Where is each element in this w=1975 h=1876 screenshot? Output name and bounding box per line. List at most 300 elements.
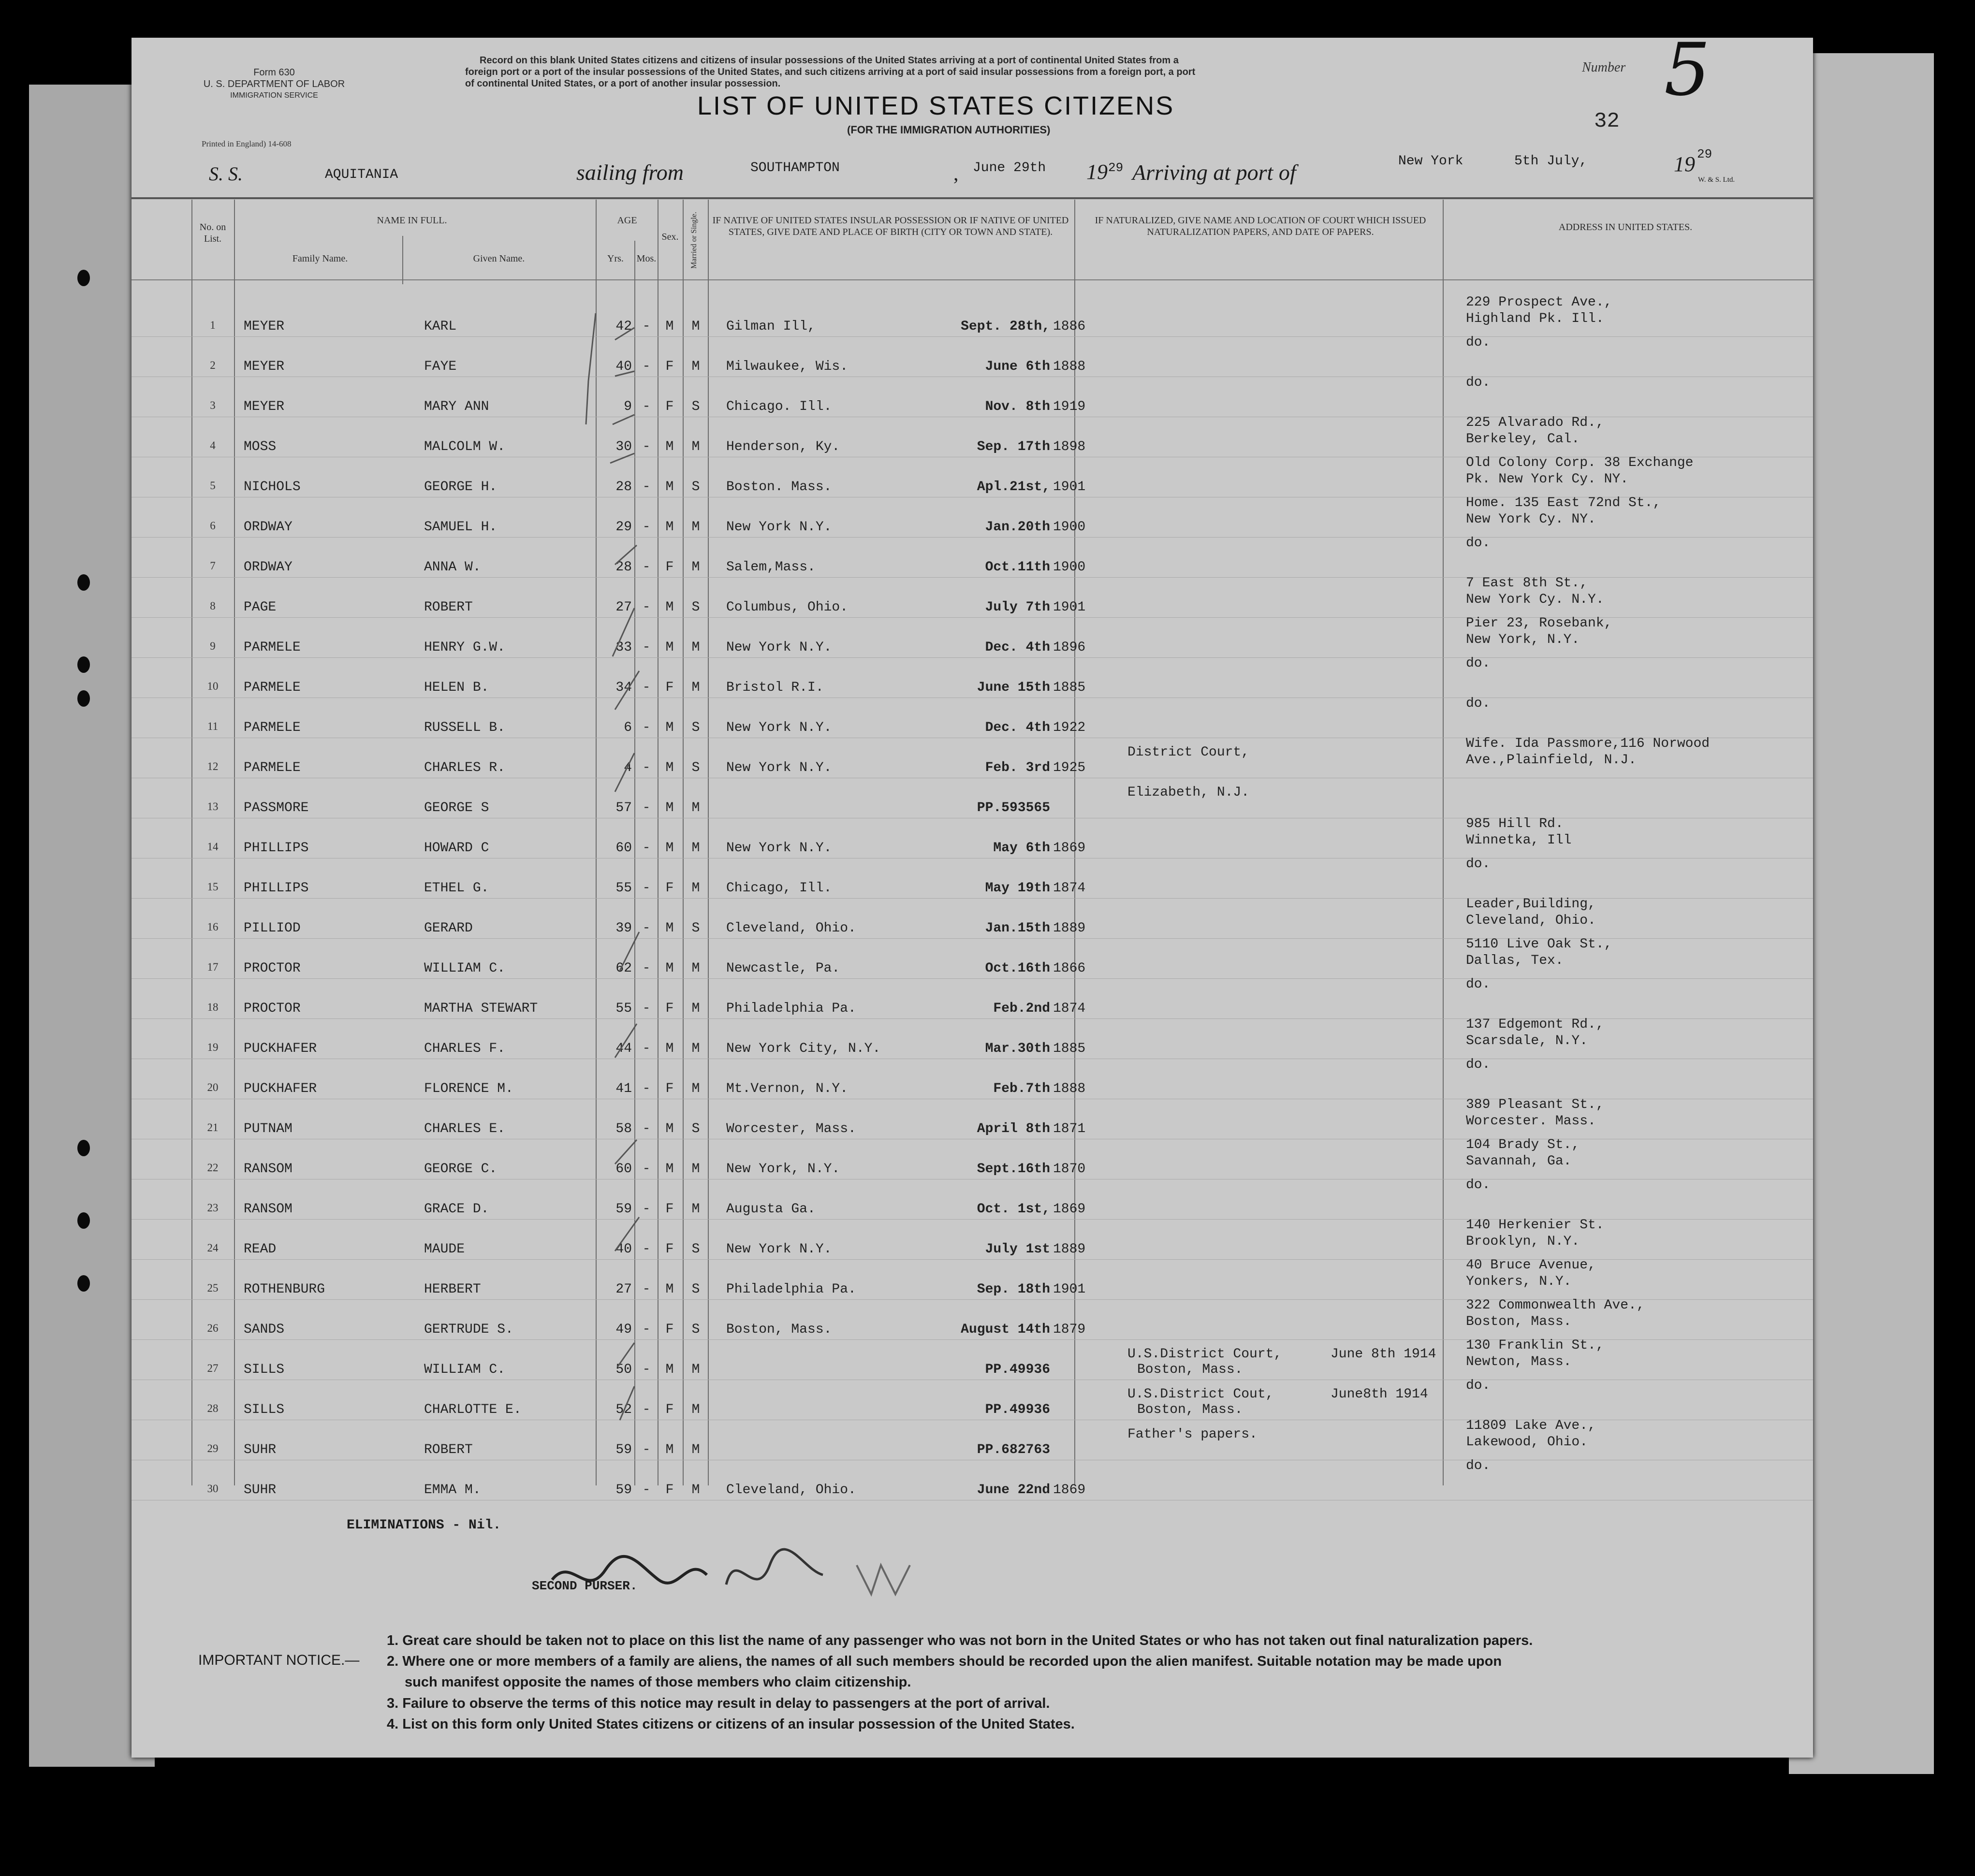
cell-date: Jan.20th bbox=[985, 520, 1050, 535]
cell-no: 25 bbox=[207, 1282, 219, 1294]
cell-age: 33 bbox=[615, 640, 632, 655]
header-native: IF NATIVE OF UNITED STATES INSULAR POSSESSION OR IF NATIVE OF UNITED STATES, GIVE DATE AND PLACE OF BIRTH (CITY OR TOWN AND STATE). bbox=[712, 215, 1069, 237]
cell-ms: M bbox=[691, 800, 700, 815]
eliminations-note: ELIMINATIONS - Nil. bbox=[347, 1518, 501, 1533]
cell-place: Boston, Mass. bbox=[726, 1322, 832, 1337]
cell-year: 1871 bbox=[1053, 1121, 1086, 1136]
arrive-year: 29 bbox=[1697, 147, 1712, 161]
cell-given: ROBERT bbox=[424, 600, 473, 615]
punch-hole bbox=[77, 270, 90, 286]
second-purser-label: SECOND PURSER. bbox=[532, 1579, 638, 1593]
cell-addr1: Home. 135 East 72nd St., bbox=[1466, 495, 1661, 510]
cell-date: August 14th bbox=[961, 1322, 1050, 1337]
cell-no: 13 bbox=[207, 800, 219, 813]
cell-mos: - bbox=[642, 1041, 651, 1056]
cell-no: 23 bbox=[207, 1202, 219, 1214]
cell-ms: M bbox=[691, 1402, 700, 1417]
cell-mos: - bbox=[642, 1081, 651, 1096]
cell-ms: S bbox=[691, 1242, 700, 1257]
cell-addr2: New York Cy. N.Y. bbox=[1466, 592, 1604, 607]
cell-mos: - bbox=[642, 439, 651, 454]
header-age: AGE bbox=[617, 215, 637, 226]
cell-family: PILLIOD bbox=[244, 921, 301, 936]
cell-mos: - bbox=[642, 1121, 651, 1136]
cell-family: PARMELE bbox=[244, 720, 301, 735]
cell-mos: - bbox=[642, 1322, 651, 1337]
cell-mos: - bbox=[642, 720, 651, 735]
instruction-line: Record on this blank United States citizens and citizens of insular possessions of the United States arriving at a port of continental United States from a bbox=[480, 55, 1179, 66]
cell-given: SAMUEL H. bbox=[424, 520, 497, 535]
cell-year: 1888 bbox=[1053, 1081, 1086, 1096]
cell-addr1: Wife. Ida Passmore,116 Norwood bbox=[1466, 736, 1710, 751]
cell-no: 6 bbox=[210, 520, 216, 532]
cell-family: PUCKHAFER bbox=[244, 1041, 317, 1056]
cell-family: SILLS bbox=[244, 1402, 285, 1417]
punch-hole bbox=[77, 1275, 90, 1292]
cell-sex: F bbox=[665, 1001, 674, 1016]
cell-date: PP.49936 bbox=[985, 1362, 1050, 1377]
cell-date: PP.593565 bbox=[977, 800, 1050, 815]
cell-given: GERARD bbox=[424, 921, 473, 936]
cell-age: 40 bbox=[615, 359, 632, 374]
cell-date: June 6th bbox=[985, 359, 1050, 374]
cell-place: Augusta Ga. bbox=[726, 1202, 816, 1217]
cell-ms: M bbox=[691, 1483, 700, 1498]
cell-no: 24 bbox=[207, 1242, 219, 1254]
port-from: SOUTHAMPTON bbox=[750, 160, 840, 175]
arriving-label: Arriving at port of bbox=[1132, 160, 1296, 185]
header-given-name: Given Name. bbox=[473, 253, 525, 264]
cell-ms: S bbox=[691, 1322, 700, 1337]
cell-sex: M bbox=[665, 1442, 674, 1457]
cell-place: Chicago, Ill. bbox=[726, 881, 832, 896]
cell-place: Gilman Ill, bbox=[726, 319, 816, 334]
cell-age: 60 bbox=[615, 1162, 632, 1177]
cell-ms: M bbox=[691, 841, 700, 856]
cell-court-location: Boston, Mass. bbox=[1137, 1402, 1243, 1417]
cell-addr1: do. bbox=[1466, 1057, 1491, 1072]
cell-year: 1919 bbox=[1053, 399, 1086, 414]
cell-given: MARTHA STEWART bbox=[424, 1001, 538, 1016]
cell-family: PROCTOR bbox=[244, 1001, 301, 1016]
cell-sex: F bbox=[665, 680, 674, 695]
cell-family: PARMELE bbox=[244, 760, 301, 775]
cell-family: PARMELE bbox=[244, 640, 301, 655]
cell-age: 41 bbox=[615, 1081, 632, 1096]
cell-family: PROCTOR bbox=[244, 961, 301, 976]
cell-mos: - bbox=[642, 841, 651, 856]
cell-mos: - bbox=[642, 640, 651, 655]
cell-ms: M bbox=[691, 1162, 700, 1177]
cell-addr1: 7 East 8th St., bbox=[1466, 576, 1588, 591]
cell-addr1: 985 Hill Rd. bbox=[1466, 816, 1564, 831]
signature-scrawl bbox=[542, 1536, 929, 1614]
page-subtitle: (FOR THE IMMIGRATION AUTHORITIES) bbox=[847, 124, 1051, 136]
cell-addr2: Winnetka, Ill bbox=[1466, 833, 1572, 848]
cell-age: 50 bbox=[615, 1362, 632, 1377]
cell-given: GEORGE C. bbox=[424, 1162, 497, 1177]
instruction-line: of continental United States, or a port of another insular possession. bbox=[465, 78, 781, 89]
cell-year: 1874 bbox=[1053, 881, 1086, 896]
cell-year: 1896 bbox=[1053, 640, 1086, 655]
cell-sex: M bbox=[665, 600, 674, 615]
cell-sex: M bbox=[665, 1162, 674, 1177]
cell-year: 1900 bbox=[1053, 520, 1086, 535]
cell-addr2: Savannah, Ga. bbox=[1466, 1154, 1572, 1169]
cell-date: July 7th bbox=[985, 600, 1050, 615]
cell-year: 1900 bbox=[1053, 560, 1086, 575]
cell-given: GEORGE S bbox=[424, 800, 489, 815]
depart-year: 29 bbox=[1108, 160, 1124, 175]
cell-family: READ bbox=[244, 1242, 277, 1257]
cell-given: FAYE bbox=[424, 359, 457, 374]
cell-addr1: 130 Franklin St., bbox=[1466, 1338, 1604, 1353]
cell-addr2: Highland Pk. Ill. bbox=[1466, 311, 1604, 326]
cell-sex: M bbox=[665, 841, 674, 856]
notice-item: 1. Great care should be taken not to place on this list the name of any passenger who was not born in the United States or who has not taken out final naturalization papers. bbox=[387, 1633, 1533, 1648]
cell-family: PAGE bbox=[244, 600, 277, 615]
cell-year: 1869 bbox=[1053, 1483, 1086, 1498]
cell-age: 6 bbox=[624, 720, 632, 735]
cell-family: PUCKHAFER bbox=[244, 1081, 317, 1096]
cell-addr1: 40 Bruce Avenue, bbox=[1466, 1258, 1596, 1273]
punch-hole bbox=[77, 656, 90, 673]
cell-mos: - bbox=[642, 1001, 651, 1016]
cell-date: Oct.11th bbox=[985, 560, 1050, 575]
cell-age: 57 bbox=[615, 800, 632, 815]
cell-given: GEORGE H. bbox=[424, 480, 497, 494]
cell-mos: - bbox=[642, 560, 651, 575]
cell-mos: - bbox=[642, 600, 651, 615]
punch-hole bbox=[77, 690, 90, 707]
ship-name: AQUITANIA bbox=[325, 167, 398, 182]
notice-item: 3. Failure to observe the terms of this notice may result in delay to passengers at the port of arrival. bbox=[387, 1696, 1050, 1711]
cell-ms: M bbox=[691, 560, 700, 575]
cell-given: CHARLES R. bbox=[424, 760, 506, 775]
cell-ms: S bbox=[691, 480, 700, 494]
cell-age: 9 bbox=[624, 399, 632, 414]
instruction-line: foreign port or a port of the insular possessions of the United States, and such citizens arriving at a port of said insular possessions from a foreign port, a port bbox=[465, 67, 1196, 77]
cell-no: 3 bbox=[210, 399, 216, 411]
cell-place: New York N.Y. bbox=[726, 640, 832, 655]
cell-place: Newcastle, Pa. bbox=[726, 961, 840, 976]
cell-place: Salem,Mass. bbox=[726, 560, 816, 575]
cell-court-date: June 8th 1914 bbox=[1331, 1347, 1436, 1362]
cell-sex: M bbox=[665, 640, 674, 655]
cell-sex: M bbox=[665, 961, 674, 976]
cell-year: 1889 bbox=[1053, 1242, 1086, 1257]
cell-age: 59 bbox=[615, 1442, 632, 1457]
cell-family: ROTHENBURG bbox=[244, 1282, 325, 1297]
punch-hole bbox=[77, 1212, 90, 1229]
sailing-label: sailing from bbox=[576, 160, 684, 185]
cell-ms: S bbox=[691, 1282, 700, 1297]
cell-date: Feb.7th bbox=[993, 1081, 1050, 1096]
cell-given: HENRY G.W. bbox=[424, 640, 506, 655]
cell-sex: M bbox=[665, 1282, 674, 1297]
cell-year: 1885 bbox=[1053, 1041, 1086, 1056]
cell-ms: M bbox=[691, 520, 700, 535]
cell-family: MEYER bbox=[244, 319, 285, 334]
cell-no: 5 bbox=[210, 480, 216, 492]
cell-place: Worcester, Mass. bbox=[726, 1121, 856, 1136]
cell-addr1: 389 Pleasant St., bbox=[1466, 1097, 1604, 1112]
header-name-in-full: NAME IN FULL. bbox=[377, 215, 447, 226]
cell-age: 58 bbox=[615, 1121, 632, 1136]
cell-place: Philadelphia Pa. bbox=[726, 1001, 856, 1016]
arrive-year-prefix: 19 bbox=[1674, 152, 1695, 176]
cell-ms: M bbox=[691, 1442, 700, 1457]
cell-date: Oct.16th bbox=[985, 961, 1050, 976]
cell-ms: S bbox=[691, 921, 700, 936]
cell-age: 4 bbox=[624, 760, 632, 775]
document-page bbox=[132, 28, 1813, 1758]
cell-year: 1879 bbox=[1053, 1322, 1086, 1337]
comma-separator: , bbox=[953, 163, 959, 185]
cell-ms: M bbox=[691, 1001, 700, 1016]
cell-given: ANNA W. bbox=[424, 560, 481, 575]
header-family-name: Family Name. bbox=[292, 253, 348, 264]
cell-date: PP.49936 bbox=[985, 1402, 1050, 1417]
cell-date: July 1st bbox=[985, 1242, 1050, 1257]
cell-mos: - bbox=[642, 1282, 651, 1297]
cell-court-date: June8th 1914 bbox=[1331, 1387, 1428, 1402]
cell-addr1: 137 Edgemont Rd., bbox=[1466, 1017, 1604, 1032]
cell-date: June 15th bbox=[977, 680, 1050, 695]
cell-year: 1898 bbox=[1053, 439, 1086, 454]
cell-date: Dec. 4th bbox=[985, 640, 1050, 655]
cell-sex: M bbox=[665, 319, 674, 334]
cell-date: Dec. 4th bbox=[985, 720, 1050, 735]
cell-date: June 22nd bbox=[977, 1483, 1050, 1498]
cell-addr1: 104 Brady St., bbox=[1466, 1137, 1580, 1152]
ss-label: S. S. bbox=[209, 163, 243, 185]
list-number: 5 bbox=[1664, 28, 1711, 112]
cell-given: ETHEL G. bbox=[424, 881, 489, 896]
cell-place: New York N.Y. bbox=[726, 520, 832, 535]
cell-given: WILLIAM C. bbox=[424, 1362, 506, 1377]
cell-no: 19 bbox=[207, 1041, 219, 1053]
cell-ms: S bbox=[691, 760, 700, 775]
cell-family: RANSOM bbox=[244, 1162, 293, 1177]
cell-year: 1901 bbox=[1053, 600, 1086, 615]
cell-place: New York N.Y. bbox=[726, 1242, 832, 1257]
cell-addr1: do. bbox=[1466, 656, 1491, 671]
cell-year: 1869 bbox=[1053, 841, 1086, 856]
cell-age: 29 bbox=[615, 520, 632, 535]
cell-addr2: New York Cy. NY. bbox=[1466, 512, 1596, 527]
cell-no: 14 bbox=[207, 841, 219, 853]
cell-family: MOSS bbox=[244, 439, 277, 454]
cell-date: Apl.21st, bbox=[977, 480, 1050, 494]
cell-date: Jan.15th bbox=[985, 921, 1050, 936]
cell-place: Milwaukee, Wis. bbox=[726, 359, 849, 374]
cell-year: 1874 bbox=[1053, 1001, 1086, 1016]
cell-no: 8 bbox=[210, 600, 216, 612]
cell-no: 12 bbox=[207, 760, 219, 772]
cell-mos: - bbox=[642, 1202, 651, 1217]
notice-item: 4. List on this form only United States citizens or citizens of an insular possession of the United States. bbox=[387, 1716, 1075, 1732]
notice-item: 2. Where one or more members of a family are aliens, the names of all such members should be recorded upon the alien manifest. Suitable notation may be made upon bbox=[387, 1654, 1502, 1669]
cell-sex: M bbox=[665, 439, 674, 454]
cell-given: WILLIAM C. bbox=[424, 961, 506, 976]
cell-ms: S bbox=[691, 600, 700, 615]
cell-sex: M bbox=[665, 1121, 674, 1136]
cell-ms: S bbox=[691, 720, 700, 735]
cell-given: GERTRUDE S. bbox=[424, 1322, 513, 1337]
cell-addr1: Leader,Building, bbox=[1466, 897, 1596, 912]
cell-addr2: Dallas, Tex. bbox=[1466, 953, 1564, 968]
cell-age: 52 bbox=[615, 1402, 632, 1417]
cell-sex: M bbox=[665, 760, 674, 775]
cell-addr2: Lakewood, Ohio. bbox=[1466, 1435, 1588, 1450]
cell-addr2: New York, N.Y. bbox=[1466, 632, 1580, 647]
cell-mos: - bbox=[642, 680, 651, 695]
cell-year: 1869 bbox=[1053, 1202, 1086, 1217]
cell-addr1: 225 Alvarado Rd., bbox=[1466, 415, 1604, 430]
cell-addr1: do. bbox=[1466, 977, 1491, 992]
cell-sex: F bbox=[665, 1202, 674, 1217]
cell-date: Nov. 8th bbox=[985, 399, 1050, 414]
cell-sex: M bbox=[665, 480, 674, 494]
cell-place: Cleveland, Ohio. bbox=[726, 1483, 856, 1498]
cell-place: Bristol R.I. bbox=[726, 680, 824, 695]
header-sex: Sex. bbox=[661, 232, 679, 242]
cell-no: 21 bbox=[207, 1121, 219, 1134]
cell-family: SUHR bbox=[244, 1442, 277, 1457]
cell-no: 9 bbox=[210, 640, 216, 652]
cell-mos: - bbox=[642, 1362, 651, 1377]
cell-no: 22 bbox=[207, 1162, 219, 1174]
cell-addr2: Cleveland, Ohio. bbox=[1466, 913, 1596, 928]
cell-age: 55 bbox=[615, 881, 632, 896]
cell-date: PP.682763 bbox=[977, 1442, 1050, 1457]
cell-addr2: Pk. New York Cy. NY. bbox=[1466, 472, 1629, 487]
cell-place: New York N.Y. bbox=[726, 720, 832, 735]
cell-date: May 6th bbox=[993, 841, 1050, 856]
punch-hole bbox=[77, 574, 90, 591]
cell-age: 34 bbox=[615, 680, 632, 695]
header-married-single: Married or Single. bbox=[690, 212, 698, 269]
cell-year: 1925 bbox=[1053, 760, 1086, 775]
cell-ms: M bbox=[691, 439, 700, 454]
cell-sex: M bbox=[665, 520, 674, 535]
cell-addr2: Scarsdale, N.Y. bbox=[1466, 1033, 1588, 1048]
cell-mos: - bbox=[642, 520, 651, 535]
cell-year: 1885 bbox=[1053, 680, 1086, 695]
cell-date: Feb.2nd bbox=[993, 1001, 1050, 1016]
cell-sex: F bbox=[665, 560, 674, 575]
cell-date: Sep. 17th bbox=[977, 439, 1050, 454]
cell-age: 42 bbox=[615, 319, 632, 334]
form-number: Form 630 bbox=[253, 67, 295, 78]
cell-given: GRACE D. bbox=[424, 1202, 489, 1217]
cell-no: 18 bbox=[207, 1001, 219, 1013]
cell-addr1: do. bbox=[1466, 375, 1491, 390]
cell-family: PASSMORE bbox=[244, 800, 309, 815]
cell-family: SANDS bbox=[244, 1322, 285, 1337]
cell-place: Philadelphia Pa. bbox=[726, 1282, 856, 1297]
cell-age: 49 bbox=[615, 1322, 632, 1337]
cell-no: 11 bbox=[207, 720, 219, 732]
service-name: IMMIGRATION SERVICE bbox=[230, 91, 318, 100]
cell-given: MARY ANN bbox=[424, 399, 489, 414]
cell-date: Feb. 3rd bbox=[985, 760, 1050, 775]
cell-court: District Court, bbox=[1127, 745, 1250, 760]
header-months: Mos. bbox=[636, 253, 657, 264]
cell-ms: M bbox=[691, 319, 700, 334]
cell-no: 27 bbox=[207, 1362, 219, 1374]
cell-addr1: do. bbox=[1466, 857, 1491, 872]
cell-sex: M bbox=[665, 1362, 674, 1377]
cell-ms: M bbox=[691, 640, 700, 655]
cell-date: April 8th bbox=[977, 1121, 1050, 1136]
cell-age: 44 bbox=[615, 1041, 632, 1056]
handwritten-tick-marks bbox=[132, 38, 1813, 1758]
cell-addr2: Brooklyn, N.Y. bbox=[1466, 1234, 1580, 1249]
cell-date: Sep. 18th bbox=[977, 1282, 1050, 1297]
cell-given: MALCOLM W. bbox=[424, 439, 506, 454]
cell-mos: - bbox=[642, 881, 651, 896]
cell-addr2: Ave.,Plainfield, N.J. bbox=[1466, 753, 1637, 768]
cell-ms: M bbox=[691, 881, 700, 896]
cell-age: 59 bbox=[615, 1483, 632, 1498]
cell-date: May 19th bbox=[985, 881, 1050, 896]
cell-place: Mt.Vernon, N.Y. bbox=[726, 1081, 849, 1096]
header-address: ADDRESS IN UNITED STATES. bbox=[1558, 222, 1693, 233]
cell-addr1: Old Colony Corp. 38 Exchange bbox=[1466, 455, 1694, 470]
cell-addr1: do. bbox=[1466, 335, 1491, 350]
cell-year: 1901 bbox=[1053, 1282, 1086, 1297]
printer-mark: W. & S. Ltd. bbox=[1698, 176, 1735, 184]
cell-place: Boston. Mass. bbox=[726, 480, 832, 494]
cell-mos: - bbox=[642, 399, 651, 414]
cell-mos: - bbox=[642, 760, 651, 775]
cell-place: Henderson, Ky. bbox=[726, 439, 840, 454]
cell-sex: F bbox=[665, 399, 674, 414]
cell-family: ORDWAY bbox=[244, 560, 293, 575]
cell-addr1: do. bbox=[1466, 1178, 1491, 1192]
cell-given: HERBERT bbox=[424, 1282, 481, 1297]
cell-no: 29 bbox=[207, 1442, 219, 1454]
cell-family: SUHR bbox=[244, 1483, 277, 1498]
cell-age: 28 bbox=[615, 560, 632, 575]
cell-no: 28 bbox=[207, 1402, 219, 1414]
header-naturalized: IF NATURALIZED, GIVE NAME AND LOCATION OF COURT WHICH ISSUED NATURALIZATION PAPERS, AND DATE OF PAPERS. bbox=[1095, 215, 1426, 237]
cell-place: Chicago. Ill. bbox=[726, 399, 832, 414]
cell-family: PARMELE bbox=[244, 680, 301, 695]
cell-place: Columbus, Ohio. bbox=[726, 600, 849, 615]
department-name: U. S. DEPARTMENT OF LABOR bbox=[203, 79, 345, 89]
cell-age: 60 bbox=[615, 841, 632, 856]
cell-age: 27 bbox=[615, 1282, 632, 1297]
cell-age: 39 bbox=[615, 921, 632, 936]
cell-family: ORDWAY bbox=[244, 520, 293, 535]
cell-mos: - bbox=[642, 1242, 651, 1257]
cell-given: ROBERT bbox=[424, 1442, 473, 1457]
header-years: Yrs. bbox=[607, 253, 624, 264]
cell-given: FLORENCE M. bbox=[424, 1081, 513, 1096]
cell-given: HOWARD C bbox=[424, 841, 489, 856]
cell-mos: - bbox=[642, 480, 651, 494]
cell-place: Cleveland, Ohio. bbox=[726, 921, 856, 936]
cell-date: Sept. 28th, bbox=[961, 319, 1050, 334]
notice-label: IMPORTANT NOTICE.— bbox=[198, 1652, 360, 1668]
cell-court: U.S.District Court, bbox=[1127, 1347, 1282, 1362]
cell-age: 59 bbox=[615, 1202, 632, 1217]
cell-mos: - bbox=[642, 921, 651, 936]
cell-sex: F bbox=[665, 1242, 674, 1257]
